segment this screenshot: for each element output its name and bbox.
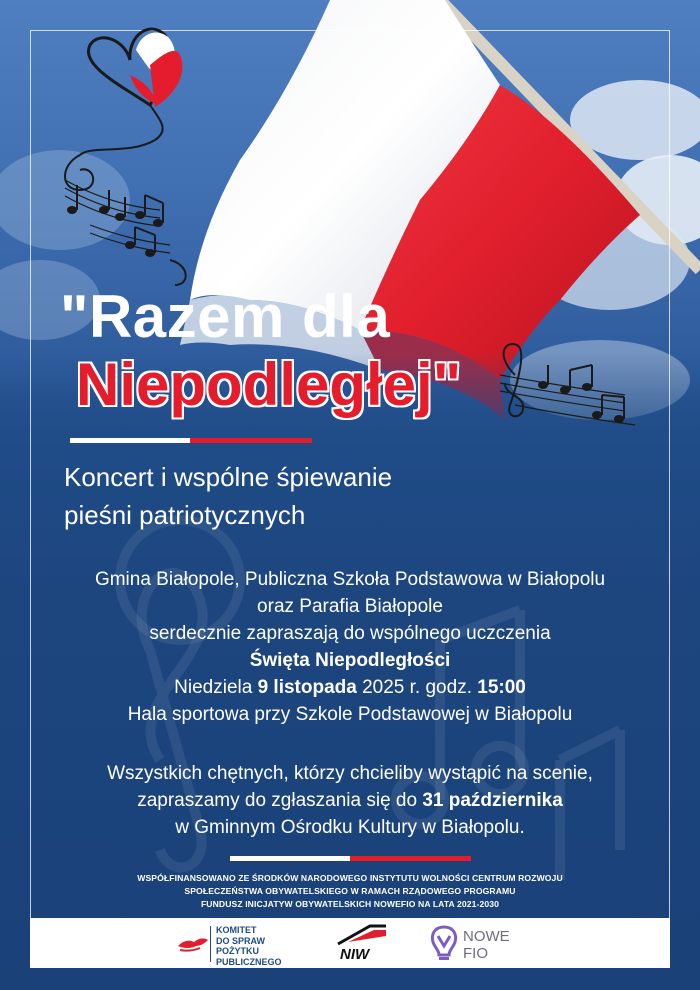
invitation-line-2: oraz Parafia Białopole: [257, 596, 443, 617]
registration-deadline: 31 października: [422, 790, 563, 811]
event-date: 9 listopada: [257, 677, 357, 698]
music-notes-icon: [495, 335, 645, 445]
title-line-2: Niepodległej": [76, 351, 462, 418]
call-text: [30, 760, 670, 841]
lightbulb-icon: [428, 924, 460, 964]
invitation-text: [30, 566, 670, 728]
subtitle-line-2: pieśni patriotycznych: [64, 500, 306, 530]
invitation-line-1: Gmina Białopole, Publiczna Szkoła Podstawowa w Białopolu: [94, 569, 606, 590]
nowefio-logo: NOWE FIO: [463, 928, 510, 962]
divider-red: [350, 856, 471, 861]
divider-white: [70, 438, 190, 443]
call-line-3: w Gminnym Ośrodku Kultury w Białopolu.: [175, 817, 525, 838]
divider-red: [190, 438, 312, 443]
invitation-line-3: serdecznie zapraszają do wspólnego uczczenia: [149, 623, 551, 644]
heart-flag-icon: [50, 5, 220, 290]
kdsp-logo: KOMITET DO SPRAW POŻYTKU PUBLICZNEGO: [216, 925, 282, 967]
divider-white: [230, 856, 350, 861]
logo-divider: [210, 926, 211, 962]
event-venue: Hala sportowa przy Szkole Podstawowej w Białopolu: [127, 704, 573, 725]
call-line-1: Wszystkich chętnych, którzy chcieliby wystąpić na scenie,: [107, 763, 593, 784]
event-date-line: Niedziela 9 listopada 2025 r. godz. 15:00: [174, 677, 526, 698]
eagle-icon: [176, 932, 210, 958]
title-line-1: "Razem dla: [60, 283, 391, 350]
niw-logo: NIW: [340, 946, 370, 963]
funding-note: WSPÓŁFINANSOWANO ZE ŚRODKÓW NARODOWEGO INSTYTUTU WOLNOŚCI CENTRUM ROZWOJU SPOŁECZEŃSTWA OBYWATELSKIEGO W RAMACH RZĄDOWEGO PROGRAMU FUNDUSZ INICJATYW OBYWATELSKICH NOWEFIO NA LATA 2021-2030: [137, 873, 563, 909]
subtitle: [64, 458, 392, 534]
subtitle-line-1: Koncert i wspólne śpiewanie: [64, 462, 393, 492]
call-line-2: zapraszamy do zgłaszania się do 31 października: [137, 790, 563, 811]
holiday-name: Święta Niepodległości: [249, 650, 451, 671]
event-time: 15:00: [477, 677, 526, 698]
